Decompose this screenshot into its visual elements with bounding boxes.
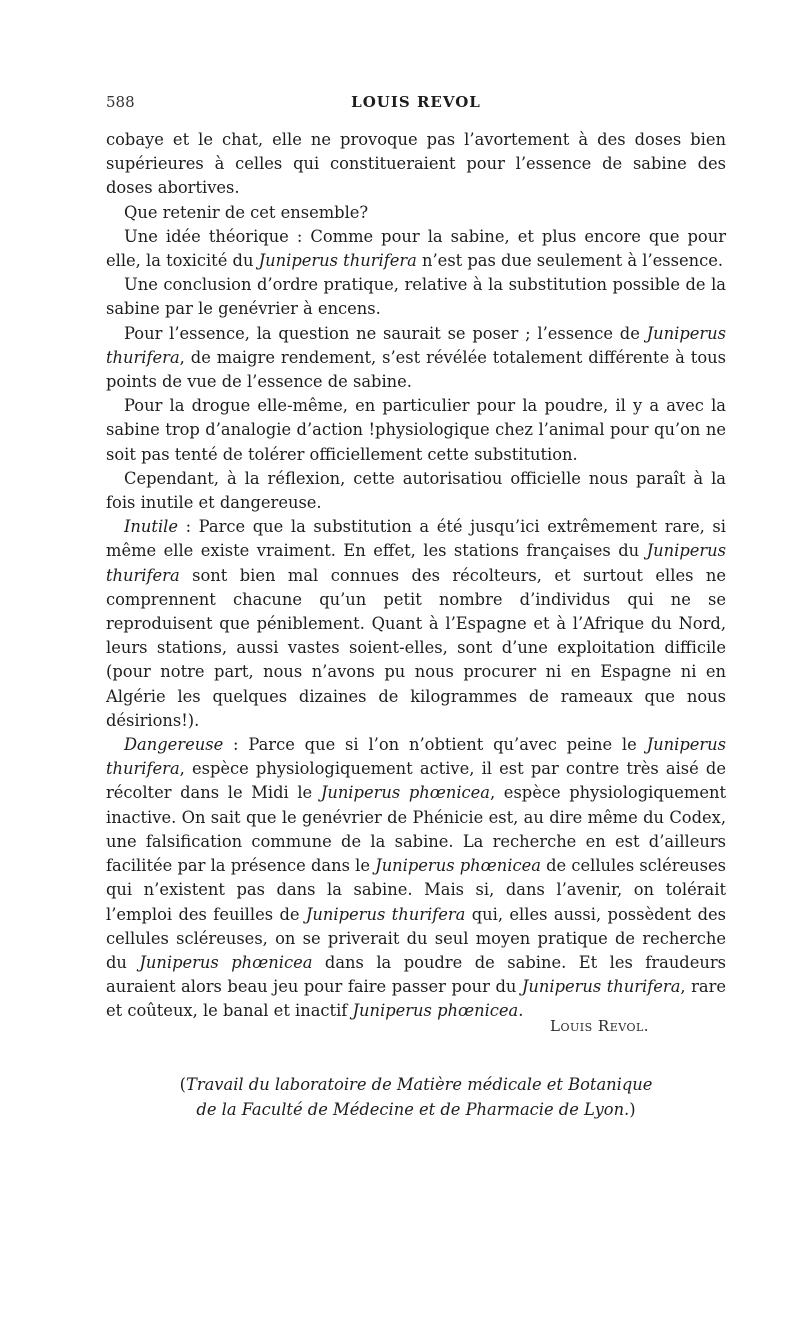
lab-credit-text-2: de la Faculté de Médecine et de Pharmacie de Lyon. <box>196 1099 630 1119</box>
text-run: Pour la drogue elle-même, en particulier pour la poudre, il y a avec la sabine trop d’analogie d’action !physiologique chez l’animal pour qu’on ne soit pas tenté de tolérer officiellement cette substitution. <box>106 396 726 464</box>
text-run: : Parce que si l’on n’obtient qu’avec peine le <box>223 735 647 755</box>
paragraph <box>106 515 726 733</box>
italic-term: Juniperus thurifera <box>258 251 417 271</box>
paragraph <box>106 273 726 321</box>
italic-term: Juniperus thurifera <box>106 323 726 367</box>
text-run: Une idée théorique : Comme pour la sabine, et plus encore que pour elle, la toxicité du <box>106 226 726 271</box>
paragraph <box>106 394 726 467</box>
italic-term: Juniperus thurifera <box>106 735 726 779</box>
italic-term: Juniperus phœnicea <box>375 856 541 876</box>
text-run: , espèce physiologiquement inactive. On sait que le genévrier de Phénicie est, au dire même du Codex, une falsification commune de la sabine. La recherche en est d’ailleurs facilitée par la présence dans le <box>106 783 726 876</box>
page-header <box>106 93 726 115</box>
text-run: dans la poudre de sabine. Et les fraudeurs auraient alors beau jeu pour faire passer pour du <box>106 952 726 997</box>
author-signature: Louis Revol. <box>550 1017 650 1035</box>
text-run: , rare et coûteux, le banal et inactif <box>106 977 726 1021</box>
close-paren: ) <box>629 1099 636 1119</box>
lab-credit-line-2 <box>106 1098 726 1123</box>
text-run: cobaye et le chat, elle ne provoque pas l’avortement à des doses bien supérieures à celles qui constitueraient pour l’essence de sabine des doses abortives. <box>106 130 726 198</box>
italic-term: Juniperus thurifera <box>305 904 466 924</box>
lab-credit-line-1 <box>106 1073 726 1098</box>
paragraph <box>106 201 726 225</box>
paragraph <box>106 128 726 201</box>
text-run: : Parce que la substitution a été jusqu’ici extrêmement rare, si même elle existe vraiment. En effet, les stations françaises du <box>106 517 726 561</box>
italic-term: Juniperus phœnicea <box>139 952 313 972</box>
article-body <box>106 128 726 1024</box>
text-run: Cependant, à la réflexion, cette autorisatiou officielle nous paraît à la fois inutile et dangereuse. <box>106 468 726 513</box>
text-run: , de maigre rendement, s’est révélée totalement différente à tous points de vue de l’essence de sabine. <box>106 347 726 392</box>
paragraph <box>106 733 726 1023</box>
lab-credit-text-1: Travail du laboratoire de Matière médicale et Botanique <box>185 1075 653 1094</box>
italic-term: Inutile <box>124 517 178 537</box>
paragraph <box>106 225 726 273</box>
italic-term: Juniperus phœnicea <box>320 783 490 803</box>
open-paren: ( <box>179 1075 186 1094</box>
text-run: qui, elles aussi, possèdent des cellules scléreuses, on se priverait du seul moyen pratique de recherche du <box>106 904 726 972</box>
running-head: LOUIS REVOL <box>351 93 481 111</box>
italic-term: Dangereuse <box>124 735 224 755</box>
italic-term: Juniperus thurifera <box>521 977 681 997</box>
text-run: sont bien mal connues des récolteurs, et surtout elles ne comprennent chacune qu’un petit nombre d’individus qui ne se reproduisent que péniblement. Quant à l’Espagne et à l’Afrique du Nord, leurs stations, aussi vastes soient-elles, sont d’une exploitation difficile (pour notre part, nous n’avons pu nous procurer ni en Espagne ni en Algérie les quelques dizaines de kilogrammes de rameaux que nous désirions!). <box>106 565 726 730</box>
text-run: . <box>518 1001 524 1021</box>
lab-credit-note <box>106 1073 726 1122</box>
italic-term: Juniperus phœnicea <box>352 1001 519 1021</box>
paragraph <box>106 467 726 515</box>
italic-term: Juniperus thurifera <box>106 541 726 585</box>
page-number: 588 <box>106 93 135 111</box>
text-run: de cellules scléreuses qui n’existent pas dans la sabine. Mais si, dans l’avenir, on tolérait l’emploi des feuilles de <box>106 856 726 924</box>
paragraph <box>106 322 726 395</box>
text-run: Une conclusion d’ordre pratique, relative à la substitution possible de la sabine par le genévrier à encens. <box>106 275 726 319</box>
text-run: Pour l’essence, la question ne saurait se poser ; l’essence de <box>124 323 647 343</box>
text-run: Que retenir de cet ensemble? <box>124 202 369 222</box>
text-run: n’est pas due seulement à l’essence. <box>416 251 724 271</box>
text-run: , espèce physiologiquement active, il est par contre très aisé de récolter dans le Midi le <box>106 759 726 803</box>
